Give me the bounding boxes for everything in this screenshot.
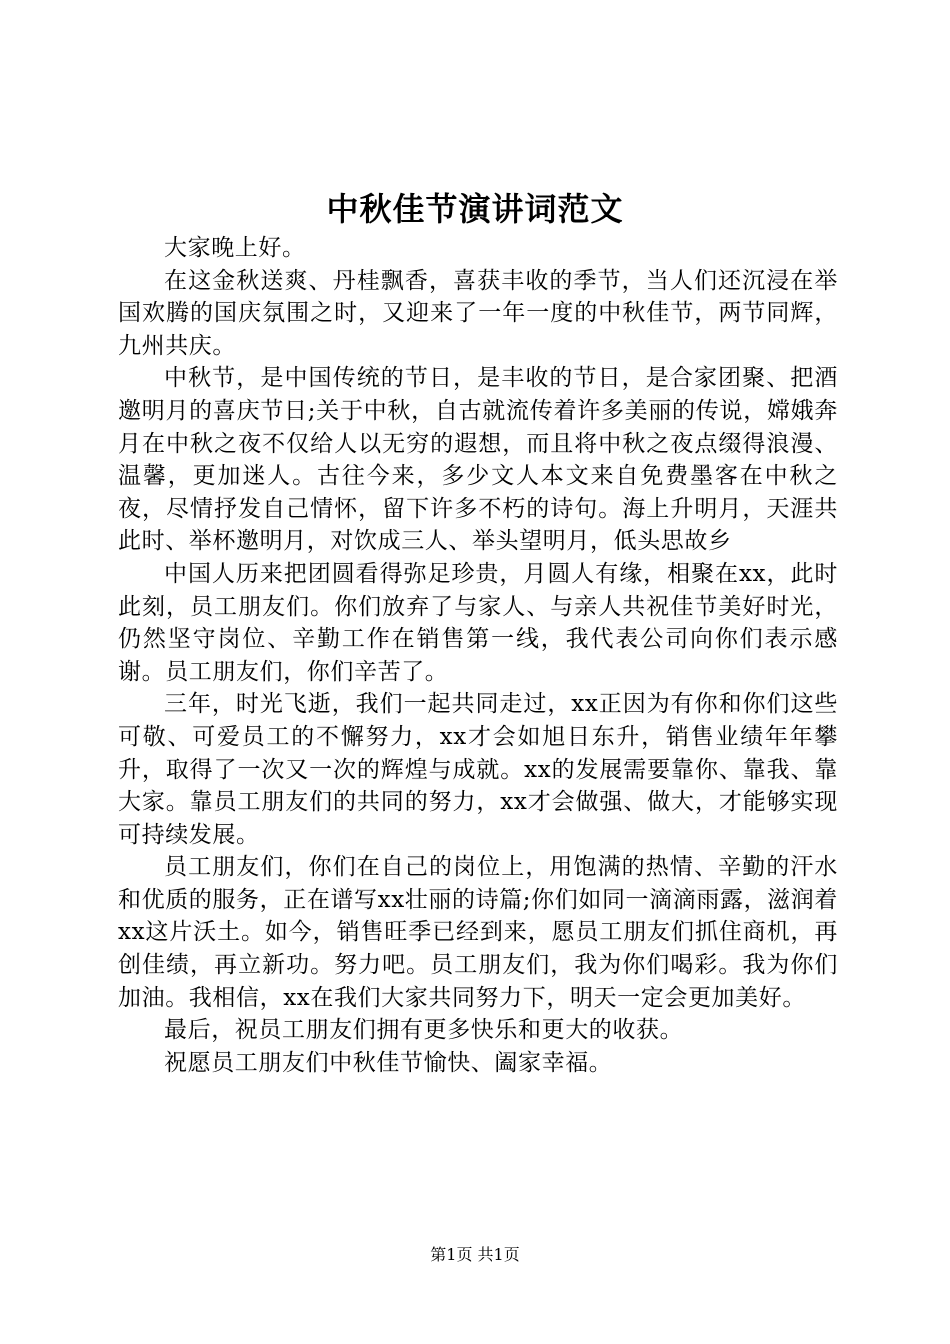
paragraph-8: 祝愿员工朋友们中秋佳节愉快、阖家幸福。 — [164, 1049, 613, 1076]
paragraph-greeting: 大家晚上好。 — [164, 235, 306, 261]
paragraph-6: 员工朋友们，你们在自己的岗位上，用饱满的热情、辛勤的汗水和优质的服务，正在谱写xx壮丽的诗篇;你们如同一滴滴雨露，滋润着xx这片沃土。如今，销售旺季已经到来，愿员工朋友们抓住商机，再创佳绩，再立新功。努力吧。员工朋友们，我为你们喝彩。我为你们加油。我相信，xx在我们大家共同努力下，明天一定会更加美好。 — [118, 854, 838, 1011]
paragraph-5: 三年，时光飞逝，我们一起共同走过，xx正因为有你和你们这些可敬、可爱员工的不懈努力，xx才会如旭日东升，销售业绩年年攀升，取得了一次又一次的辉煌与成就。xx的发展需要靠你、靠我、靠大家。靠员工朋友们的共同的努力，xx才会做强、做大，才能够实现可持续发展。 — [118, 691, 838, 848]
paragraph-2: 在这金秋送爽、丹桂飘香，喜获丰收的季节，当人们还沉浸在举国欢腾的国庆氛围之时，又迎来了一年一度的中秋佳节，两节同辉，九州共庆。 — [118, 267, 838, 359]
page-footer: 第1页 共1页 — [430, 1245, 520, 1264]
paragraph-7: 最后，祝员工朋友们拥有更多快乐和更大的收获。 — [164, 1017, 684, 1044]
paragraph-3: 中秋节，是中国传统的节日，是丰收的节日，是合家团聚、把酒邀明月的喜庆节日;关于中秋，自古就流传着许多美丽的传说，嫦娥奔月在中秋之夜不仅给人以无穷的遐想，而且将中秋之夜点缀得浪漫、温馨，更加迷人。古往今来，多少文人本文来自免费墨客在中秋之夜，尽情抒发自己情怀，留下许多不朽的诗句。海上升明月，天涯共此时、举杯邀明月，对饮成三人、举头望明月，低头思故乡 — [118, 365, 838, 555]
document-body — [118, 232, 838, 1079]
paragraph-4: 中国人历来把团圆看得弥足珍贵，月圆人有缘，相聚在xx，此时此刻，员工朋友们。你们放弃了与家人、与亲人共祝佳节美好时光，仍然坚守岗位、辛勤工作在销售第一线，我代表公司向你们表示感谢。员工朋友们，你们辛苦了。 — [118, 560, 838, 685]
document-title: 中秋佳节演讲词范文 — [326, 190, 624, 228]
